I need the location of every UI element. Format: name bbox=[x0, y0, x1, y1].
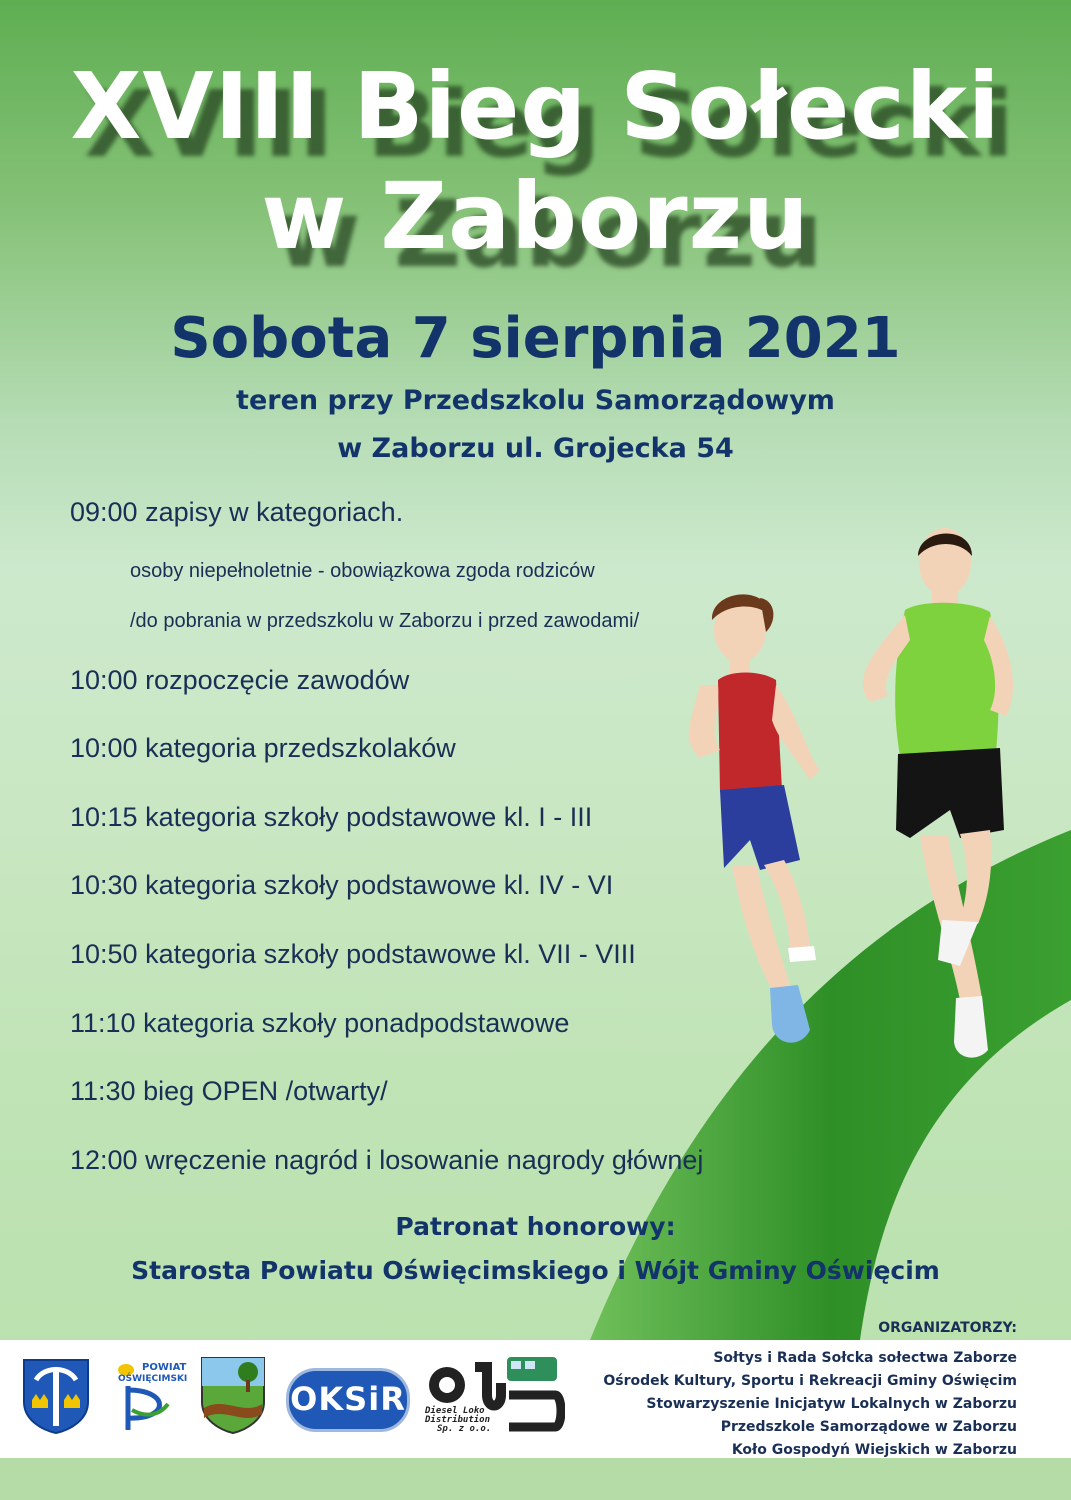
organizers-list bbox=[557, 1347, 1017, 1462]
diesel-loko-line2: Distribution bbox=[425, 1415, 491, 1425]
event-title-line2: w Zaborzu bbox=[261, 163, 810, 270]
organizer-item: Ośrodek Kultury, Sportu i Rekreacji Gminy Oświęcim bbox=[603, 1373, 1017, 1389]
venue-line1: teren przy Przedszkolu Samorządowym bbox=[236, 385, 835, 416]
oksir-label: OKSiR bbox=[290, 1380, 406, 1418]
organizer-item: Stowarzyszenie Inicjatyw Lokalnych w Zaborzu bbox=[646, 1396, 1017, 1412]
female-runner bbox=[689, 594, 820, 1042]
organizer-item: Sołtys i Rada Sołcka sołectwa Zaborze bbox=[713, 1350, 1017, 1366]
patronage-text: Starosta Powiatu Oświęcimskiego i Wójt Gminy Oświęcim bbox=[131, 1256, 940, 1285]
schedule-item: 11:10 kategoria szkoły ponadpodstawowe bbox=[70, 1008, 570, 1038]
event-date: Sobota 7 sierpnia 2021 bbox=[170, 306, 901, 371]
diesel-loko-logo bbox=[425, 1355, 565, 1435]
organizers-heading: ORGANIZATORZY: bbox=[878, 1320, 1017, 1336]
runners-illustration bbox=[660, 520, 1040, 1070]
schedule-item: 11:30 bieg OPEN /otwarty/ bbox=[70, 1076, 388, 1106]
diesel-loko-line3: Sp. z o.o. bbox=[437, 1424, 492, 1434]
venue-line2: w Zaborzu ul. Grojecka 54 bbox=[337, 433, 734, 464]
powiat-label2: OŚWIĘCIMSKI bbox=[118, 1374, 188, 1384]
schedule-item: 09:00 zapisy w kategoriach. bbox=[70, 497, 404, 527]
schedule-note: /do pobrania w przedszkolu w Zaborzu i przed zawodami/ bbox=[130, 610, 640, 632]
powiat-label1: POWIAT bbox=[142, 1362, 187, 1373]
zaborze-crest-icon bbox=[200, 1356, 266, 1434]
gmina-oswiecim-crest-icon bbox=[22, 1358, 90, 1434]
patronage-heading: Patronat honorowy: bbox=[395, 1212, 676, 1241]
oksir-logo bbox=[286, 1368, 410, 1432]
schedule-item: 10:00 kategoria przedszkolaków bbox=[70, 733, 456, 763]
schedule-item: 10:30 kategoria szkoły podstawowe kl. IV - VI bbox=[70, 870, 614, 900]
diesel-loko-label bbox=[425, 1407, 491, 1434]
schedule-note: osoby niepełnoletnie - obowiązkowa zgoda rodziców bbox=[130, 560, 595, 582]
organizer-item: Koło Gospodyń Wiejskich w Zaborzu bbox=[731, 1442, 1017, 1458]
schedule-item: 10:50 kategoria szkoły podstawowe kl. VII - VIII bbox=[70, 939, 636, 969]
schedule-item: 10:15 kategoria szkoły podstawowe kl. I - III bbox=[70, 802, 593, 832]
powiat-oswiecimski-logo bbox=[110, 1360, 190, 1440]
bottom-strip bbox=[0, 1458, 1071, 1500]
event-title-line1: XVIII Bieg Sołecki bbox=[70, 53, 1001, 160]
male-runner bbox=[863, 528, 1013, 1058]
schedule-item: 12:00 wręczenie nagród i losowanie nagrody głównej bbox=[70, 1145, 704, 1175]
diesel-loko-line1: Diesel Loko bbox=[425, 1406, 485, 1416]
schedule-item: 10:00 rozpoczęcie zawodów bbox=[70, 665, 410, 695]
organizer-item: Przedszkole Samorządowe w Zaborzu bbox=[720, 1419, 1017, 1435]
